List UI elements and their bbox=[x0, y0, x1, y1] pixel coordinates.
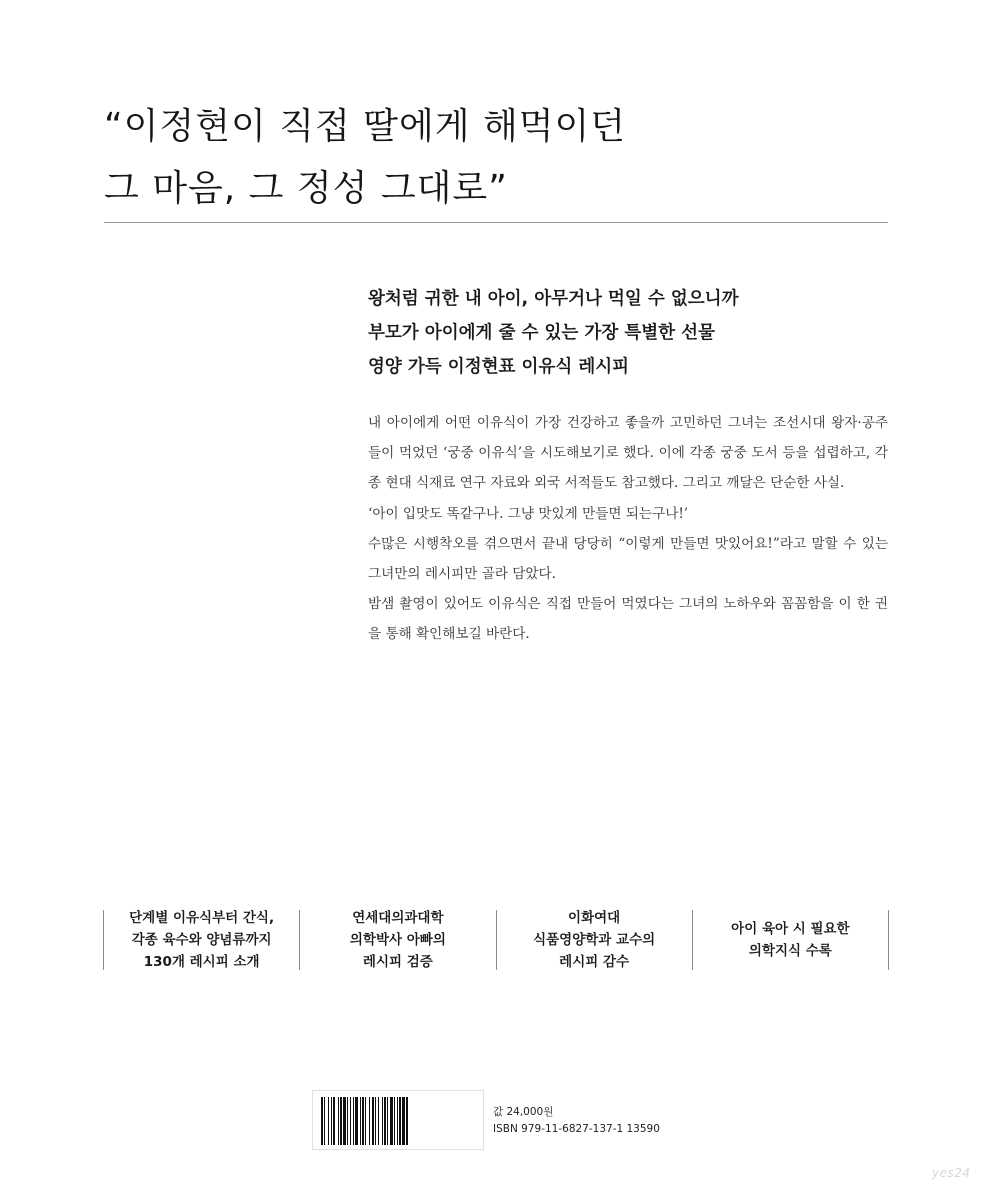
barcode-bar bbox=[378, 1097, 379, 1145]
description-paragraph-3: 수많은 시행착오를 겪으면서 끝내 당당히 “이렇게 만들면 맛있어요!”라고 말할 수 있는 그녀만의 레시피만 골라 담았다. bbox=[368, 535, 888, 583]
barcode-bar bbox=[382, 1097, 383, 1145]
price-label: 값 24,000원 bbox=[493, 1106, 554, 1118]
headline-line-1: “이정현이 직접 딸에게 해먹이던 bbox=[104, 106, 627, 147]
barcode-bar bbox=[340, 1097, 342, 1145]
book-description bbox=[368, 408, 888, 650]
tagline-line-1: 왕처럼 귀한 내 아이, 아무거나 먹일 수 없으니까 bbox=[368, 289, 739, 309]
tagline bbox=[368, 282, 888, 384]
barcode-bar bbox=[338, 1097, 339, 1145]
barcode-bar bbox=[390, 1097, 393, 1145]
feature-line: 이화여대 bbox=[568, 910, 621, 926]
watermark-logo: yes24 bbox=[932, 1166, 971, 1180]
barcode-bar bbox=[353, 1097, 354, 1145]
barcode-bar bbox=[372, 1097, 374, 1145]
barcode-bar bbox=[331, 1097, 332, 1145]
barcode-bar bbox=[350, 1097, 351, 1145]
barcode-bar bbox=[321, 1097, 323, 1145]
barcode-bar bbox=[387, 1097, 388, 1145]
barcode-bar bbox=[362, 1097, 364, 1145]
tagline-line-3: 영양 가득 이정현표 이유식 레시피 bbox=[368, 357, 630, 377]
feature-line: 130개 레시피 소개 bbox=[143, 954, 260, 970]
feature-line: 연세대의과대학 bbox=[352, 910, 444, 926]
feature-line: 레시피 검증 bbox=[362, 954, 433, 970]
divider-rule bbox=[104, 222, 888, 223]
description-paragraph-2: ‘아이 입맛도 똑같구나. 그냥 맛있게 만들면 되는구나!’ bbox=[368, 505, 689, 522]
barcode-bar bbox=[355, 1097, 358, 1145]
isbn-label: ISBN 979-11-6827-137-1 13590 bbox=[493, 1123, 660, 1135]
feature-line: 아이 육아 시 필요한 bbox=[731, 921, 850, 937]
barcode-bar bbox=[324, 1097, 325, 1145]
feature-line: 의학박사 아빠의 bbox=[349, 932, 446, 948]
tagline-line-2: 부모가 아이에게 줄 수 있는 가장 특별한 선물 bbox=[368, 323, 715, 343]
feature-medical-knowledge bbox=[692, 910, 889, 970]
barcode-bar bbox=[343, 1097, 346, 1145]
feature-professor-supervision bbox=[496, 910, 692, 970]
feature-line: 의학지식 수록 bbox=[748, 943, 832, 959]
barcode-bar bbox=[369, 1097, 370, 1145]
barcode-image bbox=[319, 1097, 479, 1145]
barcode-bar bbox=[406, 1097, 408, 1145]
barcode-bar bbox=[384, 1097, 386, 1145]
price-isbn-block bbox=[493, 1104, 660, 1138]
feature-line: 각종 육수와 양념류까지 bbox=[131, 932, 272, 948]
description-paragraph-4: 밤샘 촬영이 있어도 이유식은 직접 만들어 먹였다는 그녀의 노하우와 꼼꼼함을 이 한 권을 통해 확인해보길 바란다. bbox=[368, 596, 888, 643]
feature-recipes bbox=[103, 910, 299, 970]
barcode-bar bbox=[375, 1097, 376, 1145]
barcode-bar bbox=[365, 1097, 366, 1145]
description-paragraph-1: 내 아이에게 어떤 이유식이 가장 건강하고 좋을까 고민하던 그녀는 조선시대 왕자·공주들이 먹었던 ‘궁중 이유식’을 시도해보기로 했다. 이에 각종 궁중 도서 등을 섭렵하고, 각종 현대 식재료 연구 자료와 외국 서적들도 참고했다. 그리고 깨달은 단순한 사실. bbox=[368, 415, 888, 492]
barcode-bar bbox=[397, 1097, 398, 1145]
headline bbox=[104, 96, 904, 220]
barcode-bar bbox=[333, 1097, 335, 1145]
barcode-bar bbox=[328, 1097, 329, 1145]
feature-line: 식품영양학과 교수의 bbox=[533, 932, 656, 948]
feature-line: 단계별 이유식부터 간식, bbox=[129, 910, 275, 926]
feature-doctor-verification bbox=[299, 910, 495, 970]
feature-highlights bbox=[103, 910, 889, 970]
barcode-bar bbox=[399, 1097, 401, 1145]
headline-line-2: 그 마음, 그 정성 그대로” bbox=[104, 168, 508, 209]
feature-line: 레시피 감수 bbox=[559, 954, 630, 970]
barcode-bar bbox=[402, 1097, 405, 1145]
isbn-barcode bbox=[312, 1090, 484, 1150]
barcode-bar bbox=[347, 1097, 348, 1145]
barcode-bar bbox=[360, 1097, 361, 1145]
barcode-bar bbox=[394, 1097, 395, 1145]
